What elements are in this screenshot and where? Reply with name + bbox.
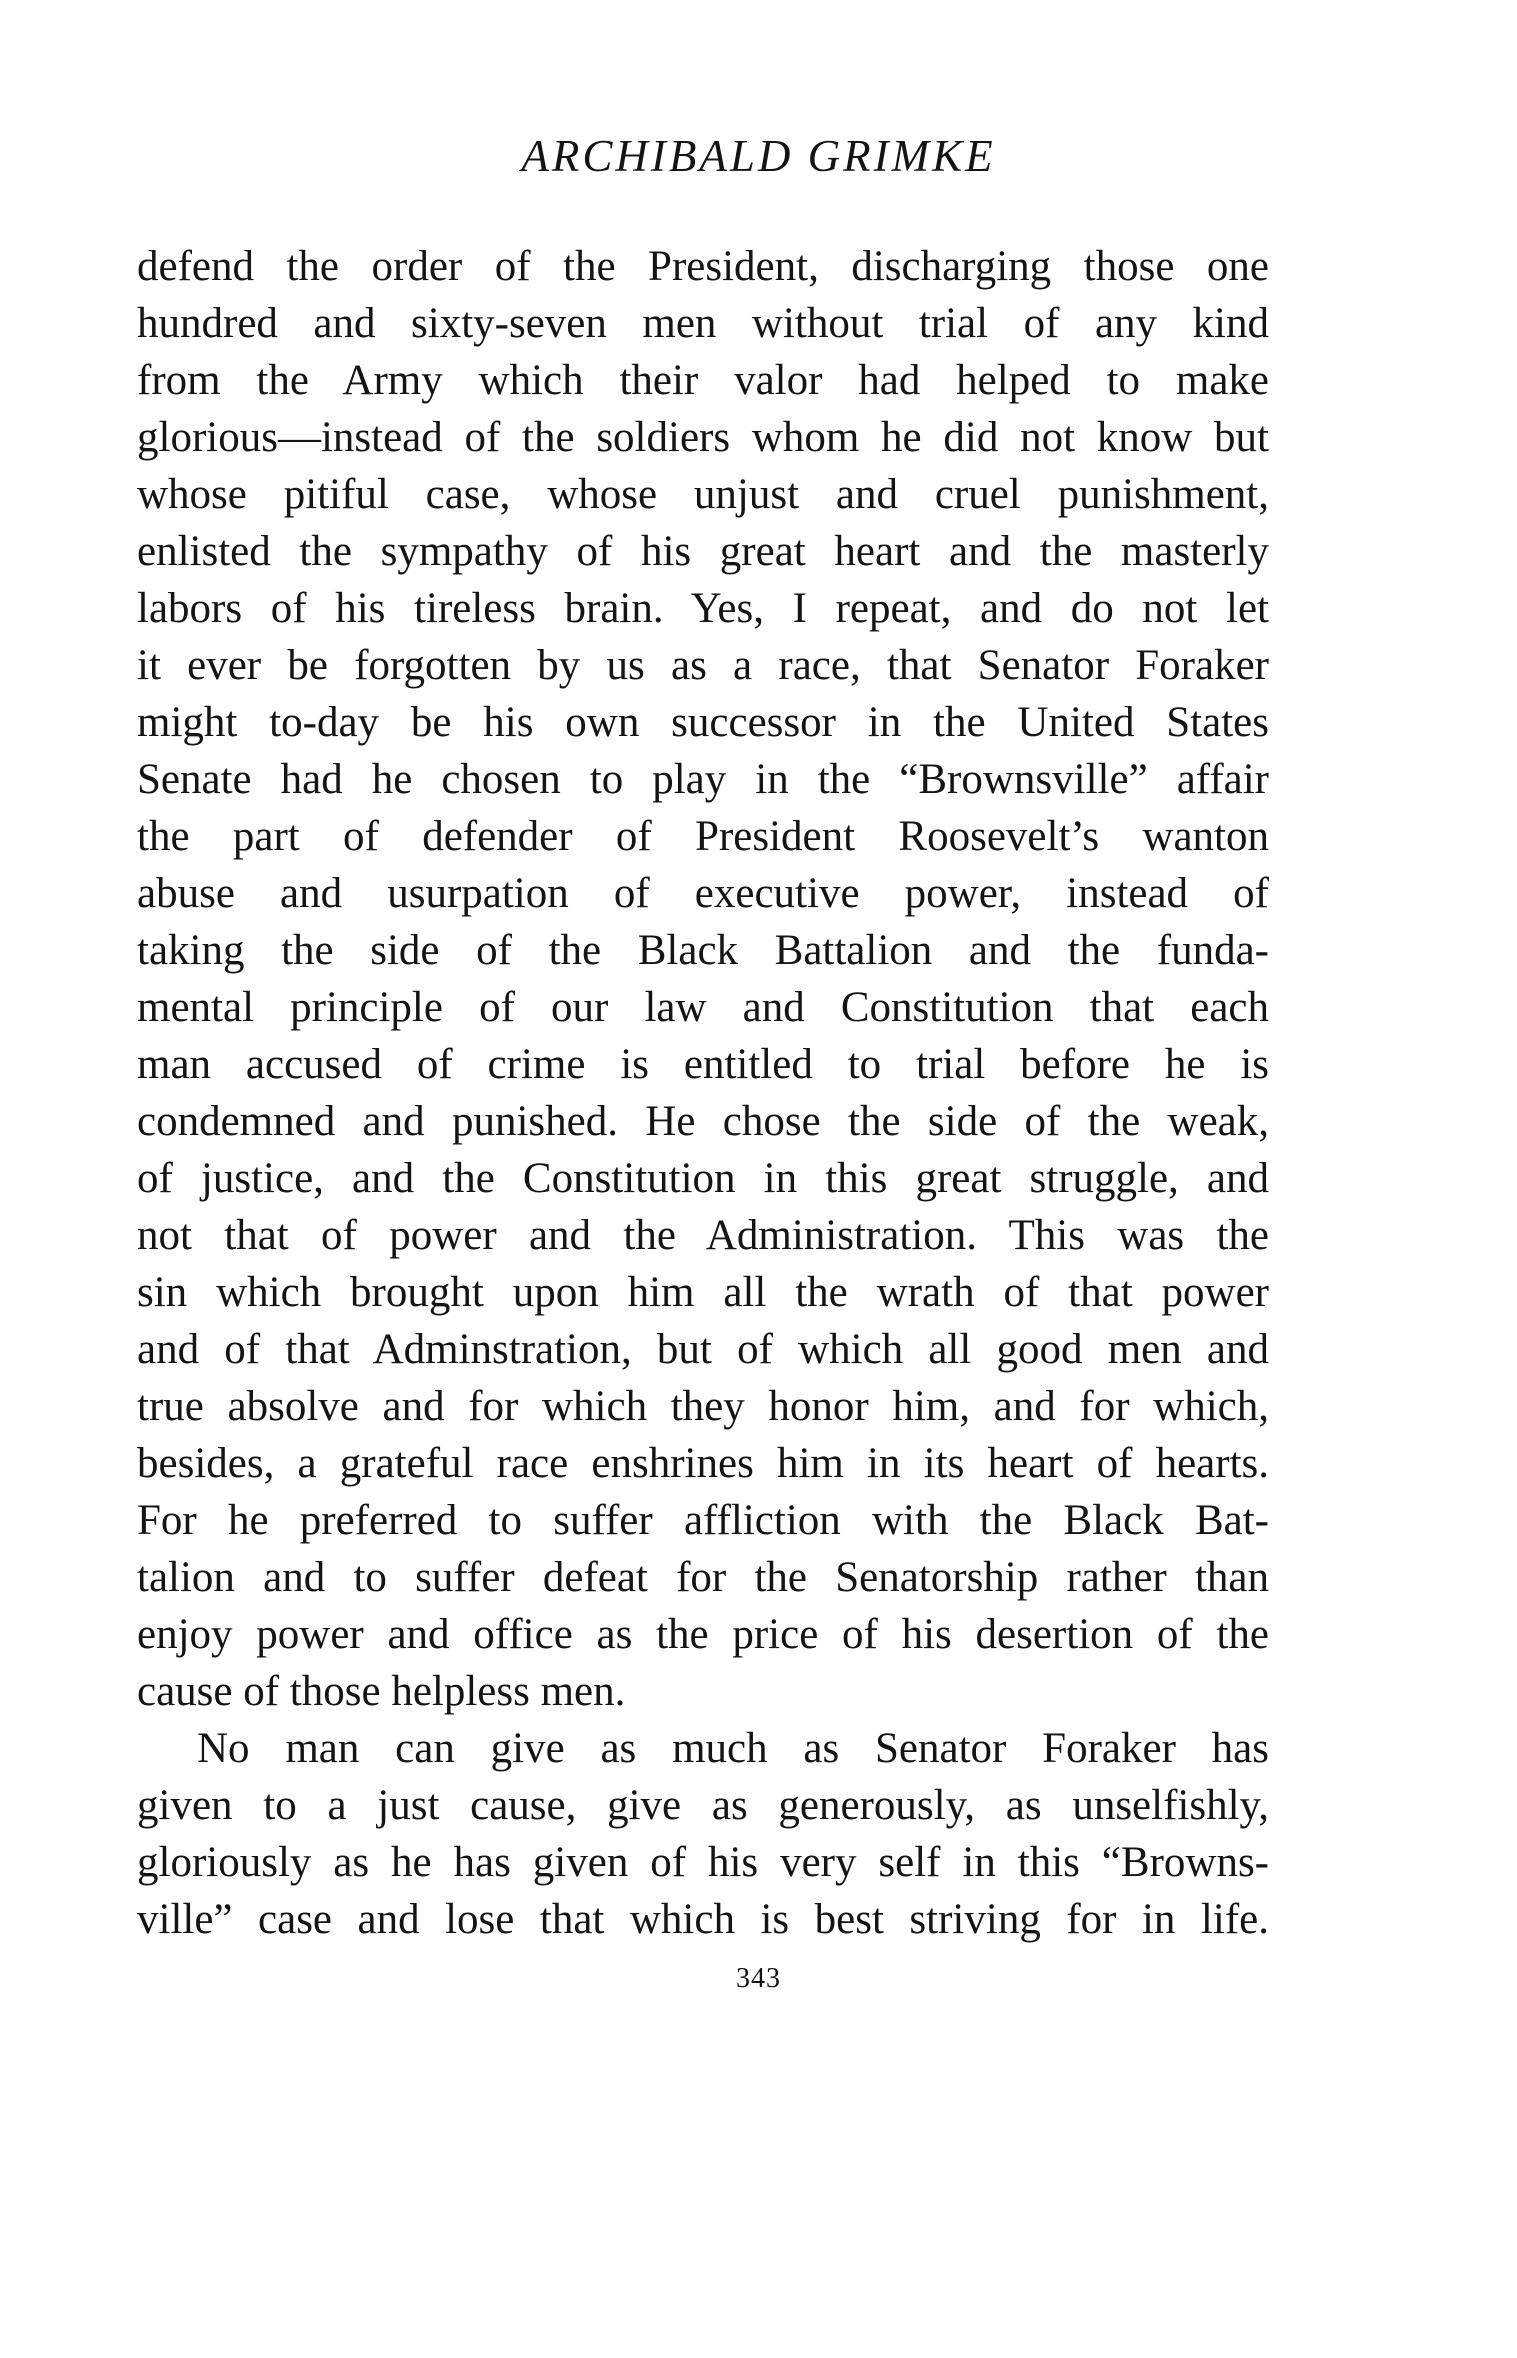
text-line: cause of those helpless men. [137,1668,626,1715]
text-line: hundred and sixty-seven men without trial of any kind [137,300,1269,347]
text-line: might to-day be his own successor in the United States [137,699,1269,746]
body-text [137,238,1269,1948]
text-line: and of that Adminstration, but of which all good men and [137,1326,1269,1373]
text-line: whose pitiful case, whose unjust and cruel punishment, [137,471,1269,518]
text-line: glorious—instead of the soldiers whom he did not know but [137,414,1269,461]
text-line: true absolve and for which they honor him, and for which, [137,1383,1269,1430]
page-number: 343 [736,1963,781,1994]
text-line: talion and to suffer defeat for the Senatorship rather than [137,1554,1269,1601]
text-line: condemned and punished. He chose the side of the weak, [137,1098,1269,1145]
text-line: given to a just cause, give as generously, as unselfishly, [137,1782,1269,1829]
text-line: enjoy power and office as the price of his desertion of the [137,1611,1269,1658]
text-line: not that of power and the Administration. This was the [137,1212,1269,1259]
text-line: mental principle of our law and Constitution that each [137,984,1269,1031]
text-line: besides, a grateful race enshrines him in its heart of hearts. [137,1440,1269,1487]
text-line: sin which brought upon him all the wrath of that power [137,1269,1269,1316]
text-line: from the Army which their valor had helped to make [137,357,1269,404]
text-line: man accused of crime is entitled to trial before he is [137,1041,1269,1088]
text-line: For he preferred to suffer affliction with the Black Bat- [137,1497,1269,1544]
text-line: the part of defender of President Roosevelt’s wanton [137,813,1269,860]
text-line: gloriously as he has given of his very self in this “Browns- [137,1839,1269,1886]
text-line: labors of his tireless brain. Yes, I repeat, and do not let [137,585,1269,632]
text-line: of justice, and the Constitution in this great struggle, and [137,1155,1269,1202]
paragraph-2 [137,1720,1269,1948]
text-line: enlisted the sympathy of his great heart and the masterly [137,528,1269,575]
running-head: ARCHIBALD GRIMKE [521,131,996,181]
text-line: defend the order of the President, discharging those one [137,243,1269,290]
text-line: Senate had he chosen to play in the “Brownsville” affair [137,756,1269,803]
text-line: No man can give as much as Senator Foraker has [197,1725,1269,1772]
text-line: ville” case and lose that which is best striving for in life. [137,1896,1269,1943]
text-line: taking the side of the Black Battalion and the funda- [137,927,1269,974]
text-line: abuse and usurpation of executive power, instead of [137,870,1269,917]
text-line: it ever be forgotten by us as a race, that Senator Foraker [137,642,1269,689]
paragraph-1 [137,238,1269,1720]
